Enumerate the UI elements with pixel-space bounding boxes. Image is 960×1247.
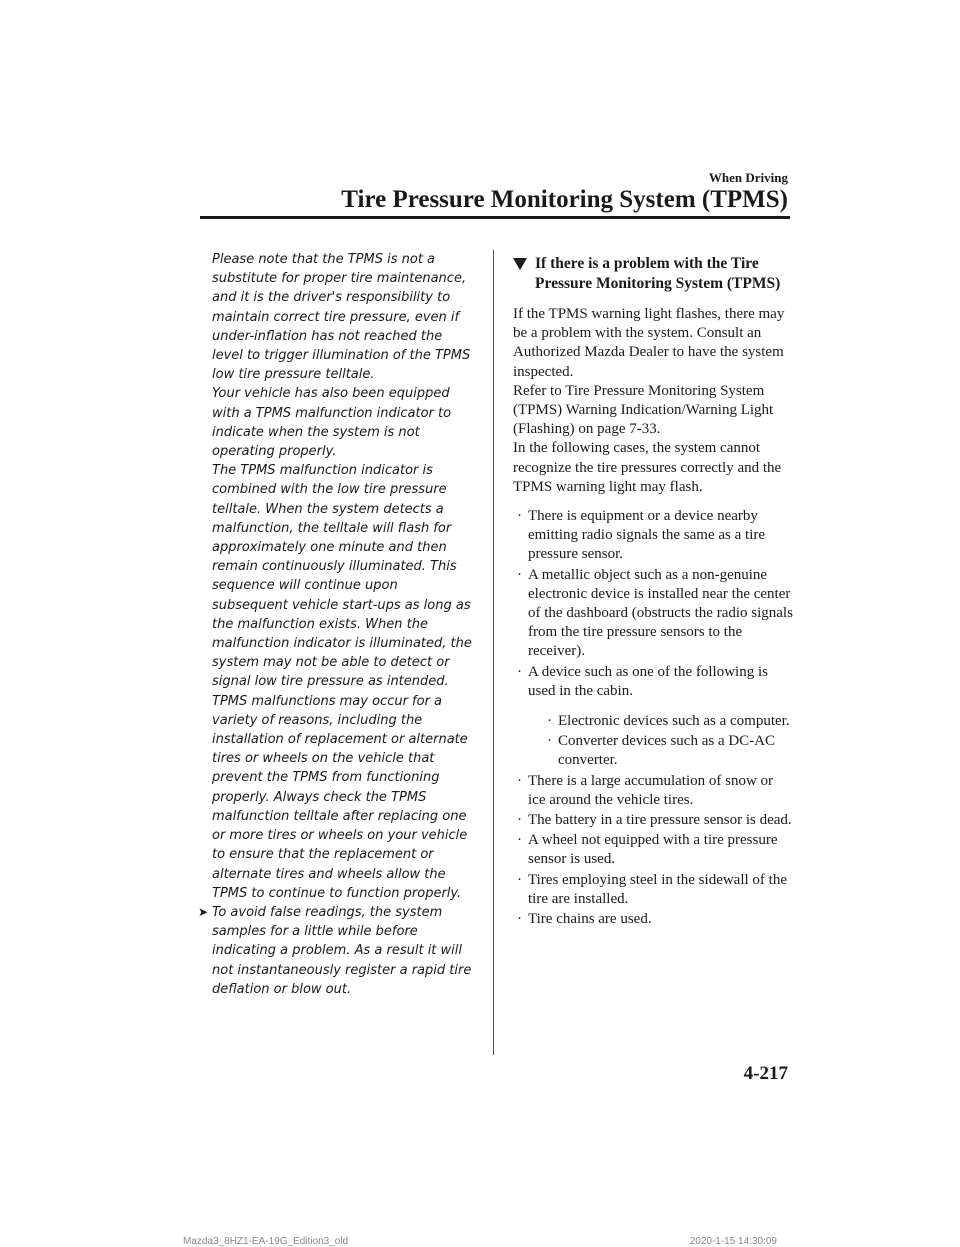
list-item: · Tires employing steel in the sidewall of the tire are installed. [517, 871, 787, 907]
right-column [513, 254, 793, 930]
subheading-text: If there is a problem with the Tire Pressure Monitoring System (TPMS) [535, 255, 781, 292]
footer-left: Mazda3_8HZ1-EA-19G_Edition3_old [183, 1236, 349, 1247]
bullet-dot-icon: · [517, 871, 522, 888]
list-item: · Converter devices such as a DC-AC converter. [547, 733, 776, 769]
footer-right: 2020-1-15 14:30:09 [689, 1236, 777, 1247]
note-item [198, 903, 474, 999]
paragraph: The TPMS malfunction indicator is combined with the low tire pressure telltale. When the system detects a malfunction, the telltale will flash for approximately one minute and then remain continuously illuminated. This sequence will continue upon subsequent vehicle start-ups as long as the malfunction exists. When the malfunction indicator is illuminated, the system may not be able to detect or signal low tire pressure as intended. TPMS malfunctions may occur for a variety of reasons, including the installation of replacement or alternate tires or wheels on the vehicle that prevent the TPMS from functioning properly. Always check the TPMS malfunction telltale after replacing one or more tires or wheels on your vehicle to ensure that the replacement or alternate tires and wheels allow the TPMS to continue to function properly. [212, 463, 472, 901]
list-item: · The battery in a tire pressure sensor is dead. [513, 811, 793, 830]
page-number: 4-217 [743, 1063, 788, 1084]
bullet-dot-icon: · [517, 663, 522, 680]
list-item: · There is equipment or a device nearby emitting radio signals the same as a tire pressure sensor. [517, 508, 766, 563]
triangle-down-icon [513, 258, 527, 270]
list-item: · A wheel not equipped with a tire pressure sensor is used. [517, 832, 778, 868]
list-item: · Electronic devices such as a computer. [543, 712, 793, 731]
paragraph: In the following cases, the system cannot recognize the tire pressures correctly and the TPMS warning light may flash. [513, 440, 782, 495]
bullet-list [513, 507, 793, 929]
bullet-dot-icon: · [517, 508, 522, 525]
paragraph: If the TPMS warning light flashes, there may be a problem with the system. Consult an Authorized Mazda Dealer to have the system inspected. [513, 306, 785, 380]
bullet-dot-icon: · [517, 566, 522, 583]
list-item: · There is a large accumulation of snow or ice around the vehicle tires. [517, 772, 774, 808]
column-divider [493, 250, 494, 1055]
paragraph: Please note that the TPMS is not a substitute for proper tire maintenance, and it is the driver's responsibility to maintain correct tire pressure, even if under-inflation has not reached the level to trigger illumination of the TPMS low tire pressure telltale. [212, 252, 471, 383]
arrow-right-icon: ➤ [198, 904, 209, 919]
left-column [198, 250, 474, 999]
bullet-dot-icon: · [517, 772, 522, 789]
paragraph: Your vehicle has also been equipped with a TPMS malfunction indicator to indicate when the system is not operating properly. [212, 386, 452, 460]
bullet-dot-icon: · [517, 812, 522, 829]
note-text: To avoid false readings, the system samples for a little while before indicating a problem. As a result it will not instantaneously register a rapid tire deflation or blow out. [212, 904, 472, 997]
sub-bullet-list [528, 712, 793, 771]
bullet-dot-icon: · [547, 713, 552, 730]
bullet-dot-icon: · [547, 733, 552, 750]
list-item: · A metallic object such as a non-genuine electronic device is installed near the center of the dashboard (obstructs the radio signals from the tire pressure sensors to the receiver). [517, 566, 793, 660]
section-label: When Driving [708, 170, 788, 185]
page-title: Tire Pressure Monitoring System (TPMS) [341, 186, 788, 213]
list-item: · A device such as one of the following is used in the cabin. · Electronic devices such as a computer. · Converter devices such as a DC-AC converter. [513, 663, 793, 771]
subheading [513, 254, 793, 293]
bullet-dot-icon: · [517, 911, 522, 928]
bullet-dot-icon: · [517, 832, 522, 849]
header-rule [200, 216, 790, 219]
list-item: · Tire chains are used. [513, 910, 793, 929]
paragraph: Refer to Tire Pressure Monitoring System (TPMS) Warning Indication/Warning Light (Flashing) on page 7-33. [513, 382, 774, 438]
